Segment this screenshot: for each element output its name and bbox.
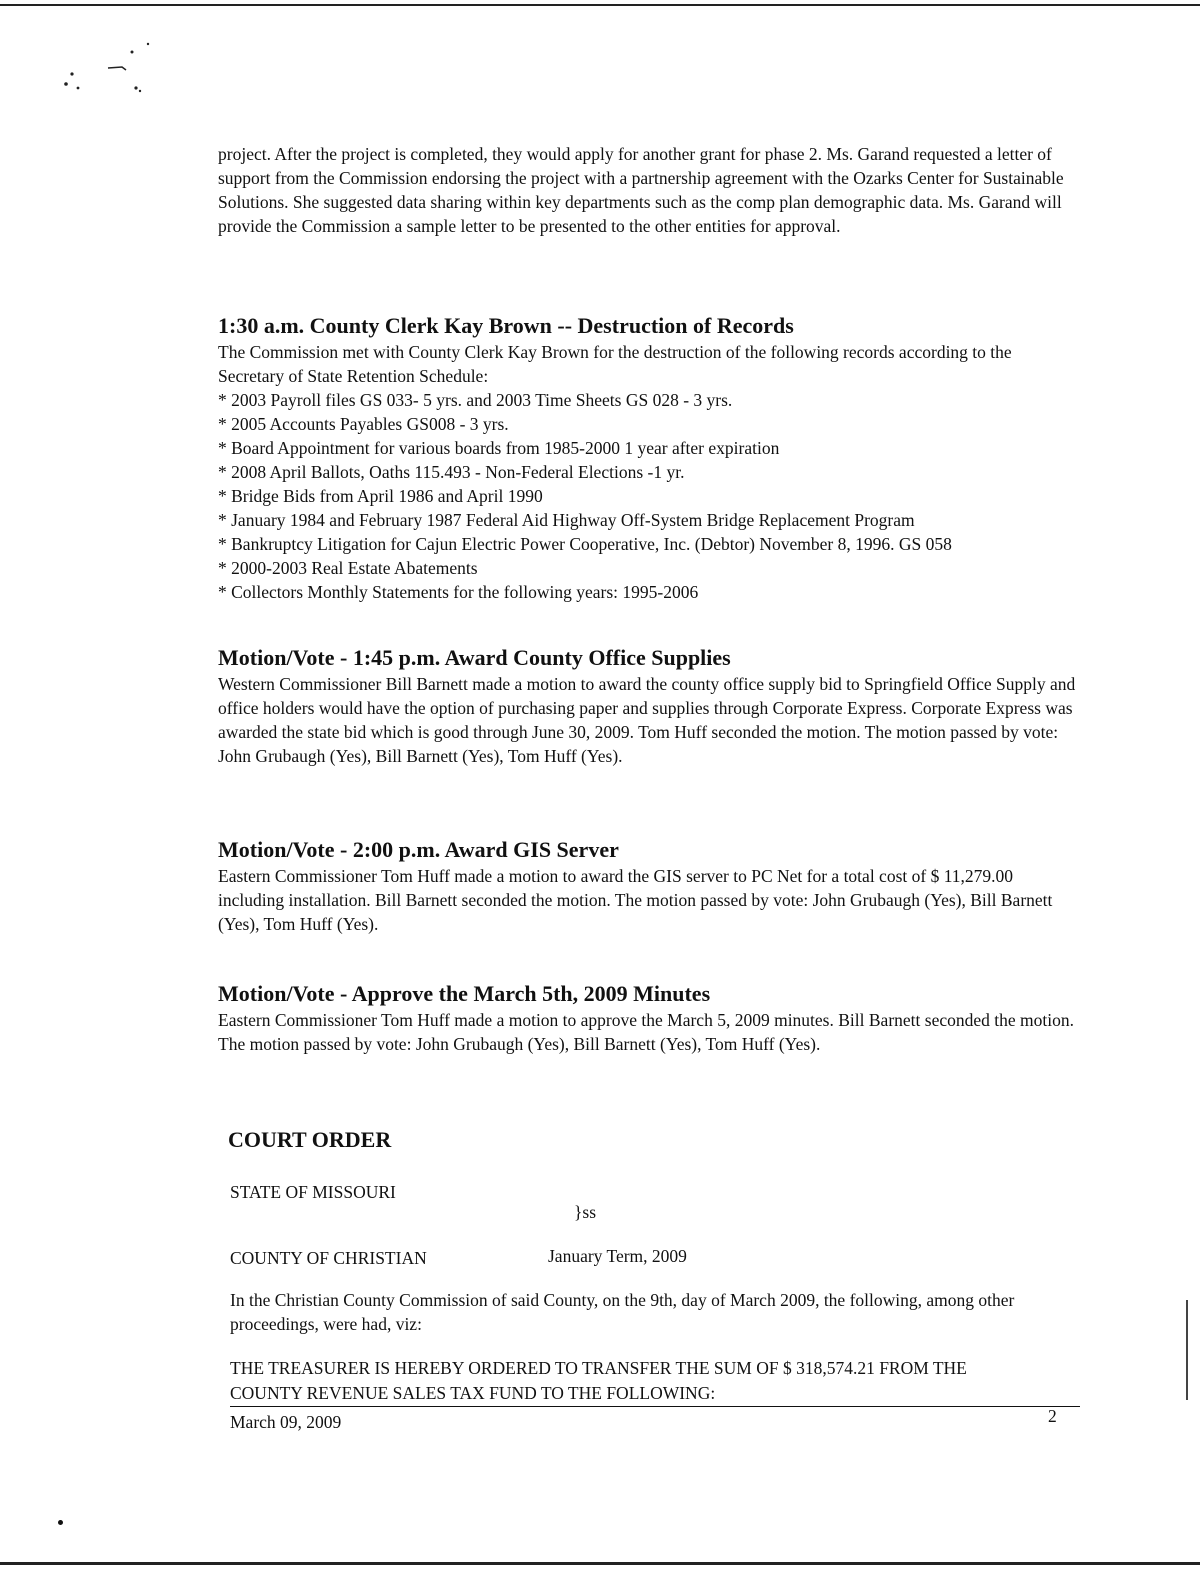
minutes-heading: Motion/Vote - Approve the March 5th, 2009 Minutes xyxy=(218,981,711,1006)
court-order-heading: COURT ORDER xyxy=(228,1127,392,1152)
court-order-term: January Term, 2009 xyxy=(548,1246,687,1266)
gis-heading: Motion/Vote - 2:00 p.m. Award GIS Server xyxy=(218,837,619,862)
footer-date: March 09, 2009 xyxy=(230,1412,342,1432)
supplies-section xyxy=(218,644,1078,768)
court-order-county: COUNTY OF CHRISTIAN xyxy=(230,1248,427,1268)
minutes-section xyxy=(218,980,1078,1056)
footer-rule xyxy=(230,1406,1080,1407)
records-list xyxy=(218,388,1078,604)
court-order-proceedings-wrap xyxy=(230,1288,1080,1336)
list-item: * Collectors Monthly Statements for the following years: 1995-2006 xyxy=(218,582,699,602)
intro-section xyxy=(218,142,1078,238)
list-item: * Bridge Bids from April 1986 and April 1990 xyxy=(218,486,543,506)
records-section xyxy=(218,312,1078,604)
court-order-state: STATE OF MISSOURI xyxy=(230,1182,396,1202)
list-item: * Board Appointment for various boards from 1985-2000 1 year after expiration xyxy=(218,438,780,458)
list-item: * January 1984 and February 1987 Federal Aid Highway Off-System Bridge Replacement Program xyxy=(218,510,915,530)
records-heading: 1:30 a.m. County Clerk Kay Brown -- Destruction of Records xyxy=(218,313,794,338)
transfer-line-1: THE TREASURER IS HEREBY ORDERED TO TRANSFER THE SUM OF $ 318,574.21 FROM THE xyxy=(230,1358,967,1378)
list-item: * 2000-2003 Real Estate Abatements xyxy=(218,558,478,578)
intro-paragraph: project. After the project is completed, they would apply for another grant for phase 2. Ms. Garand requested a letter of support from the Commission endorsing the project with a partnership agreement with the Ozarks Center for Sustainable Solutions. She suggested data sharing within key departments such as the comp plan demographic data. Ms. Garand will provide the Commission a sample letter to be presented to the other entities for approval. xyxy=(218,144,1064,236)
page-top-border xyxy=(0,4,1200,6)
records-intro: The Commission met with County Clerk Kay Brown for the destruction of the following records according to the Secretary of State Retention Schedule: xyxy=(218,342,1012,386)
gis-section xyxy=(218,836,1078,936)
list-item: * 2005 Accounts Payables GS008 - 3 yrs. xyxy=(218,414,509,434)
footer-page-number: 2 xyxy=(1048,1406,1057,1426)
minutes-body: Eastern Commissioner Tom Huff made a motion to approve the March 5, 2009 minutes. Bill Barnett seconded the motion. The motion passed by vote: John Grubaugh (Yes), Bill Barnett (Yes), Tom Huff (Yes). xyxy=(218,1010,1074,1054)
court-order-ss: }ss xyxy=(574,1202,597,1222)
gis-body: Eastern Commissioner Tom Huff made a motion to award the GIS server to PC Net for a total cost of $ 11,279.00 including installation. Bill Barnett seconded the motion. The motion passed by vote: John Grubaugh (Yes), Bill Barnett (Yes), Tom Huff (Yes). xyxy=(218,866,1053,934)
court-order-proceedings: In the Christian County Commission of said County, on the 9th, day of March 2009, the following, among other proceedings, were had, viz: xyxy=(230,1290,1015,1334)
page-right-edge-mark xyxy=(1186,1300,1188,1400)
list-item: * 2003 Payroll files GS 033- 5 yrs. and 2003 Time Sheets GS 028 - 3 yrs. xyxy=(218,390,733,410)
list-item: * 2008 April Ballots, Oaths 115.493 - Non-Federal Elections -1 yr. xyxy=(218,462,685,482)
scan-specks xyxy=(52,38,162,108)
page-bottom-border xyxy=(0,1562,1200,1565)
scan-dot xyxy=(58,1520,63,1525)
supplies-heading: Motion/Vote - 1:45 p.m. Award County Office Supplies xyxy=(218,645,731,670)
transfer-line-2: COUNTY REVENUE SALES TAX FUND TO THE FOLLOWING: xyxy=(230,1383,716,1403)
supplies-body: Western Commissioner Bill Barnett made a motion to award the county office supply bid to Springfield Office Supply and office holders would have the option of purchasing paper and supplies through Corporate Express. Corporate Express was awarded the state bid which is good through June 30, 2009. Tom Huff seconded the motion. The motion passed by vote: John Grubaugh (Yes), Bill Barnett (Yes), Tom Huff (Yes). xyxy=(218,674,1076,766)
list-item: * Bankruptcy Litigation for Cajun Electric Power Cooperative, Inc. (Debtor) November 8, 1996. GS 058 xyxy=(218,534,952,554)
